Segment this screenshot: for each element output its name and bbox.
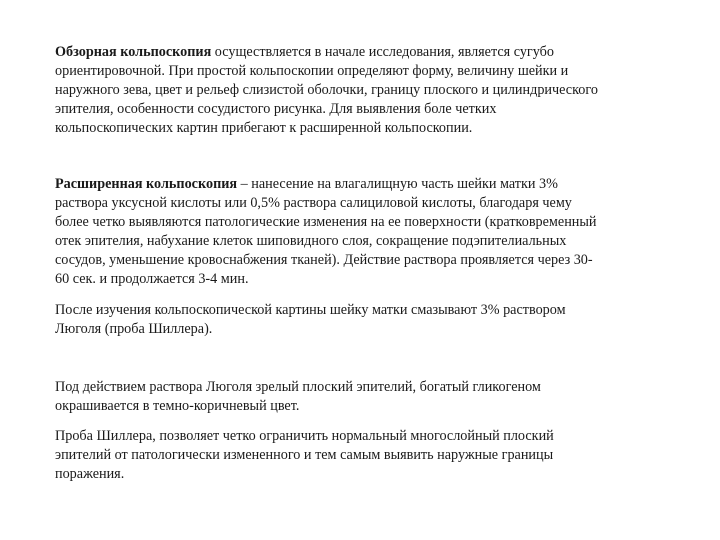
paragraph-text: Под действием раствора Люголя зрелый плоский эпителий, богатый гликогеном окрашивается в темно-коричневый цвет. bbox=[55, 379, 541, 414]
paragraph-text: После изучения кольпоскопической картины шейку матки смазывают 3% раствором Люголя (проба Шиллера). bbox=[55, 302, 566, 337]
paragraph-text: осуществляется в начале исследования, является сугубо ориентировочной. При простой кольпоскопии определяют форму, величину шейки и наружного зева, цвет и рельеф слизистой оболочки, границу плоского и цилиндрического эпителия, особенности сосудистого рисунка. Для выявления боле четких кольпоскопических картин прибегают к расширенной кольпоскопии. bbox=[55, 44, 598, 136]
term-overview-colposcopy: Обзорная кольпоскопия bbox=[55, 44, 212, 60]
paragraph-text: Проба Шиллера, позволяет четко ограничить нормальный многослойный плоский эпителий от патологически измененного и тем самым выявить наружные границы поражения. bbox=[55, 428, 554, 482]
paragraph-extended-colposcopy bbox=[55, 175, 685, 289]
paragraph-overview-colposcopy bbox=[55, 43, 685, 138]
paragraph-lugol-effect bbox=[55, 378, 685, 416]
term-extended-colposcopy: Расширенная кольпоскопия bbox=[55, 176, 238, 192]
paragraph-text: – нанесение на влагалищную часть шейки матки 3% раствора уксусной кислоты или 0,5% раствора салициловой кислоты, благодаря чему более четко выявляются патологические изменения на ее поверхности (кратковременный отек эпителия, набухание клеток шиповидного слоя, сокращение подэпителиальных сосудов, уменьшение кровоснабжения тканей). Действие раствора проявляется через 30- 60 сек. и продолжается 3-4 мин. bbox=[55, 176, 597, 287]
paragraph-schiller-test bbox=[55, 427, 685, 484]
paragraph-lugol-application bbox=[55, 301, 685, 339]
